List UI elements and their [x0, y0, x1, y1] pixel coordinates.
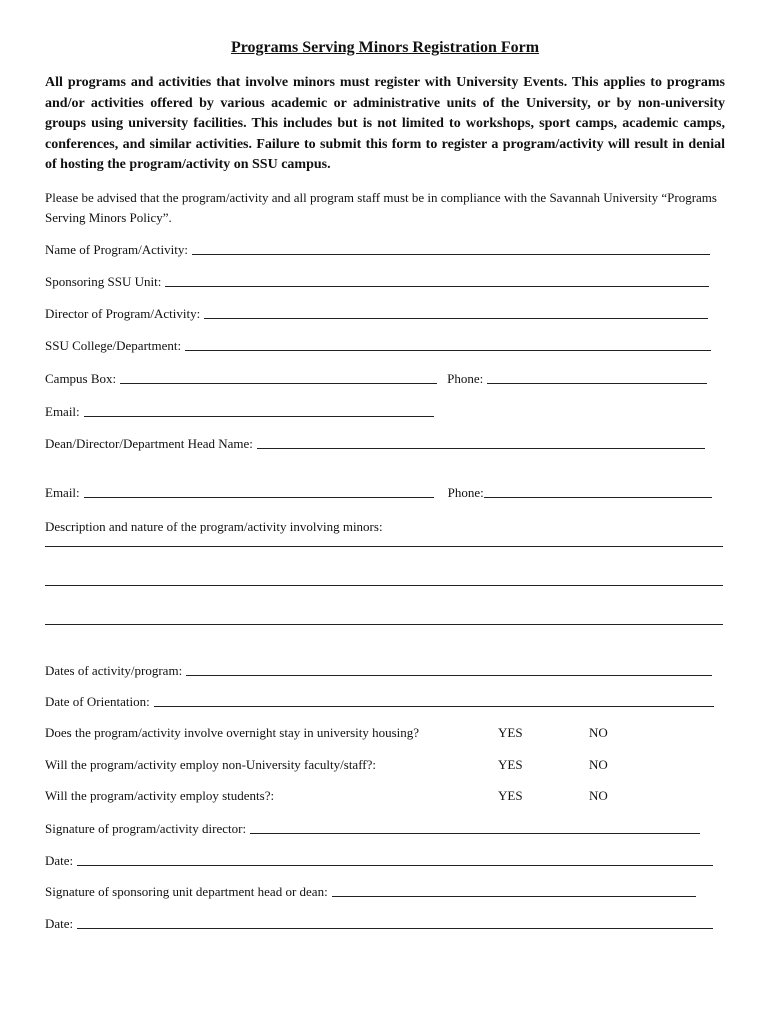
campus-box-row: [45, 367, 707, 387]
director-label: Director of Program/Activity:: [45, 306, 201, 321]
overnight-no-option[interactable]: NO: [589, 725, 608, 740]
sponsoring-unit-row: [45, 270, 709, 290]
overnight-question: Does the program/activity involve overnight stay in university housing?: [45, 725, 420, 740]
sponsoring-unit-label: Sponsoring SSU Unit:: [45, 274, 162, 289]
email-row-1: [45, 400, 434, 420]
director-row: [45, 302, 708, 322]
phone-field-1[interactable]: [487, 383, 707, 384]
campus-box-field[interactable]: [120, 383, 437, 384]
program-name-row: [45, 238, 710, 258]
description-row: [45, 515, 383, 535]
program-name-field[interactable]: [192, 254, 710, 255]
head-signature-row: [45, 880, 696, 900]
phone-field-2[interactable]: [484, 497, 712, 498]
director-field[interactable]: [204, 318, 708, 319]
students-question: Will the program/activity employ students?:: [45, 788, 275, 803]
dean-name-row: [45, 432, 705, 452]
sponsoring-unit-field[interactable]: [165, 286, 709, 287]
date-orientation-row: [45, 690, 714, 710]
dean-name-field[interactable]: [257, 448, 705, 449]
campus-box-label: Campus Box:: [45, 371, 117, 386]
email-field-1[interactable]: [84, 416, 434, 417]
description-line-1[interactable]: [45, 546, 723, 547]
non-university-staff-yes-option[interactable]: YES: [498, 757, 523, 772]
email-field-2[interactable]: [84, 497, 434, 498]
head-signature-label: Signature of sponsoring unit department head or dean:: [45, 884, 328, 899]
intro-paragraph: All programs and activities that involve minors must register with University Events. This applies to programs and/or activities offered by various academic or administrative units of the University, or by non-university groups using university facilities. This includes but is not limited to workshops, sport camps, academic camps, conferences, and similar activities. Failure to submit this form to register a program/activity will result in denial of hosting the program/activity on SSU campus.: [45, 75, 725, 173]
dates-activity-field[interactable]: [186, 675, 712, 676]
date-label-1: Date:: [45, 853, 74, 868]
registration-form: [45, 0, 725, 1024]
phone-label-1: Phone:: [447, 371, 484, 386]
non-university-staff-no-option[interactable]: NO: [589, 757, 608, 772]
overnight-yes-option[interactable]: YES: [498, 725, 523, 740]
director-signature-field[interactable]: [250, 833, 700, 834]
college-department-field[interactable]: [185, 350, 711, 351]
director-signature-row: [45, 817, 700, 837]
dates-activity-row: [45, 659, 712, 679]
date-label-2: Date:: [45, 916, 74, 931]
description-line-3[interactable]: [45, 624, 723, 625]
date-orientation-field[interactable]: [154, 706, 714, 707]
students-yes-option[interactable]: YES: [498, 788, 523, 803]
director-signature-label: Signature of program/activity director:: [45, 821, 247, 836]
description-label: Description and nature of the program/activity involving minors:: [45, 519, 383, 534]
date-row-1: [45, 849, 713, 869]
dean-name-label: Dean/Director/Department Head Name:: [45, 436, 253, 451]
college-department-label: SSU College/Department:: [45, 338, 182, 353]
email-row-2: [45, 481, 712, 501]
date-orientation-label: Date of Orientation:: [45, 694, 150, 709]
description-line-2[interactable]: [45, 585, 723, 586]
date-field-2[interactable]: [77, 928, 713, 929]
dates-activity-label: Dates of activity/program:: [45, 663, 183, 678]
head-signature-field[interactable]: [332, 896, 696, 897]
email-label-1: Email:: [45, 404, 80, 419]
date-field-1[interactable]: [77, 865, 713, 866]
advisory-paragraph: Please be advised that the program/activity and all program staff must be in compliance with the Savannah University “Programs Serving Minors Policy”.: [45, 190, 717, 225]
students-no-option[interactable]: NO: [589, 788, 608, 803]
college-department-row: [45, 334, 711, 354]
email-label-2: Email:: [45, 485, 80, 500]
date-row-2: [45, 912, 713, 932]
non-university-staff-question: Will the program/activity employ non-University faculty/staff?:: [45, 757, 377, 772]
program-name-label: Name of Program/Activity:: [45, 242, 188, 257]
phone-label-2: Phone:: [447, 485, 484, 500]
form-title: Programs Serving Minors Registration Form: [230, 39, 540, 56]
